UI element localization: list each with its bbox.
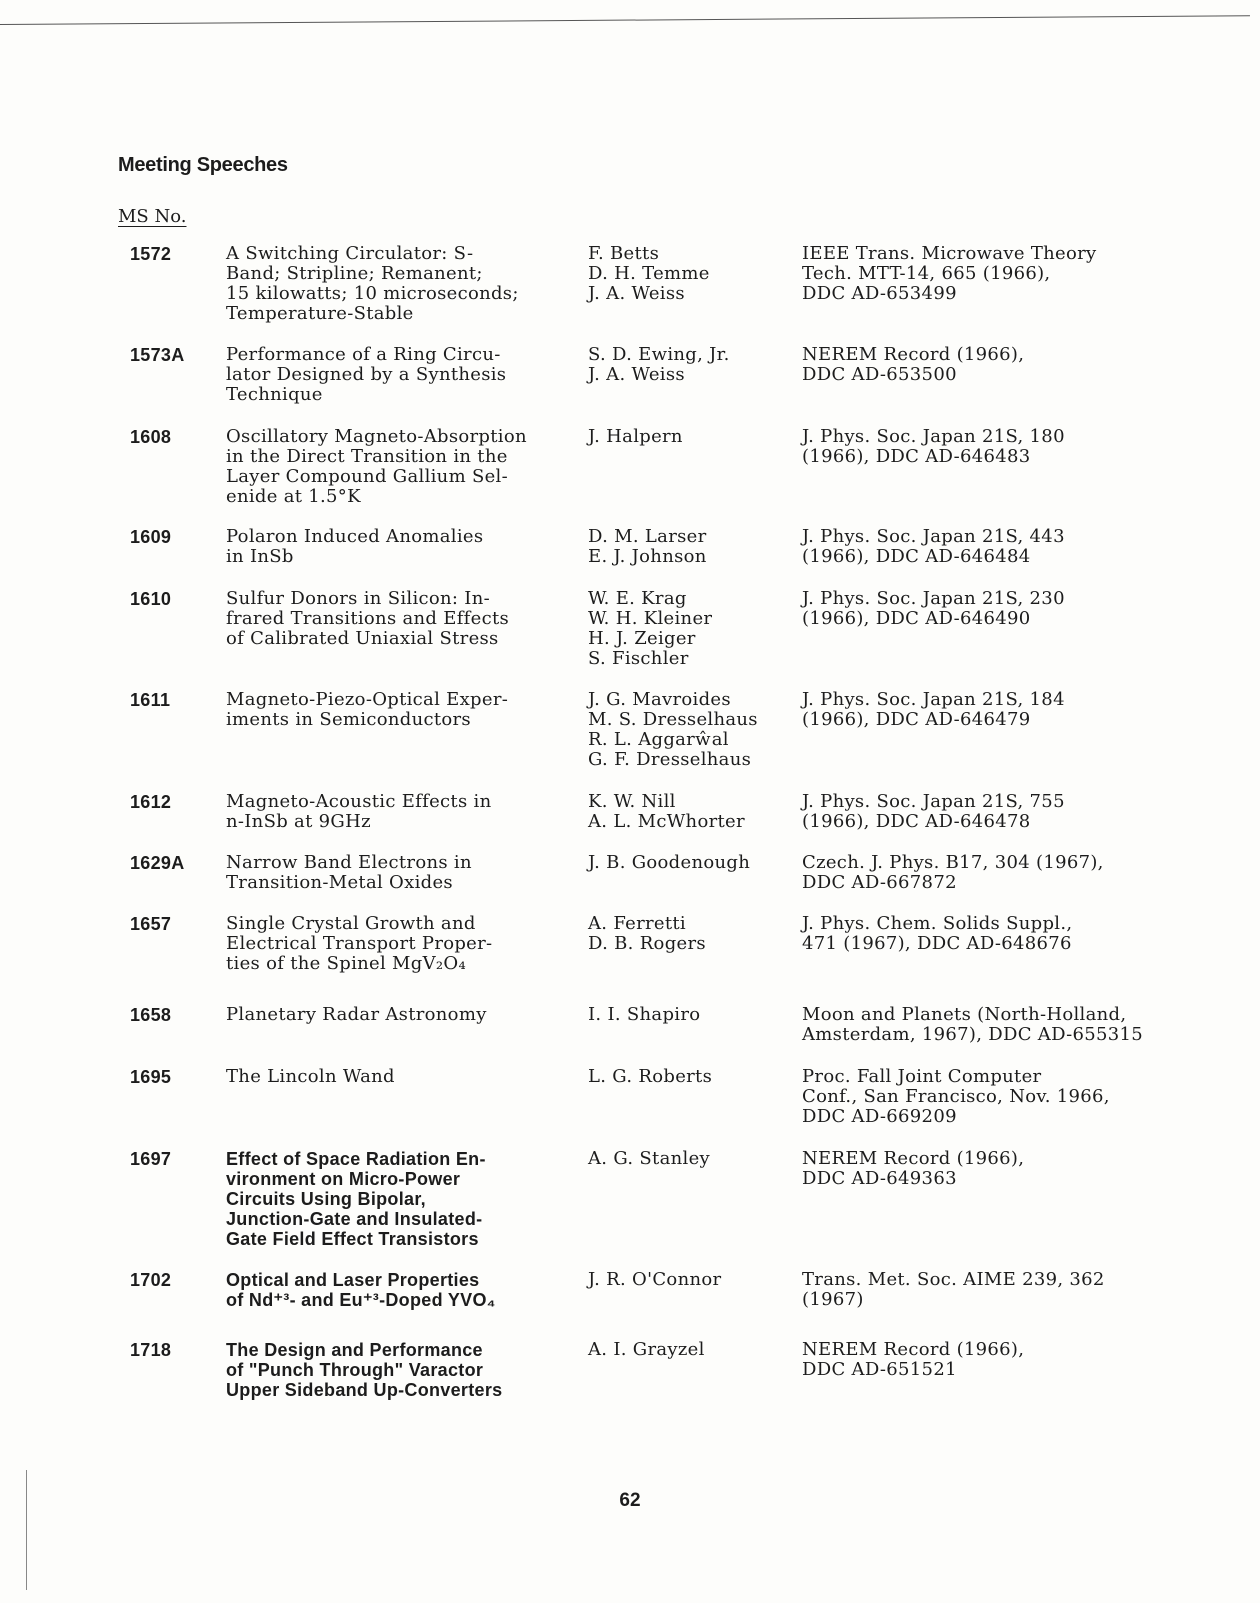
authors: J. R. O'Connor xyxy=(588,1269,722,1290)
speech-title: A Switching Circulator: S- Band; Stripline; Remanent; 15 kilowatts; 10 microseconds; Temperature-Stable xyxy=(226,243,519,324)
authors: L. G. Roberts xyxy=(588,1066,713,1087)
reference: J. Phys. Chem. Solids Suppl., 471 (1967), DDC AD-648676 xyxy=(802,913,1073,954)
speech-title: The Design and Performance of "Punch Through" Varactor Upper Sideband Up-Converters xyxy=(226,1340,503,1400)
ms-number: 1612 xyxy=(130,792,172,812)
authors: D. M. Larser E. J. Johnson xyxy=(588,526,707,567)
reference: NEREM Record (1966), DDC AD-653500 xyxy=(802,344,1025,385)
ms-number: 1572 xyxy=(130,244,172,264)
ms-number: 1573A xyxy=(130,345,185,365)
section-title: Meeting Speeches xyxy=(118,154,288,176)
speech-title: Polaron Induced Anomalies in InSb xyxy=(226,526,484,567)
reference: Czech. J. Phys. B17, 304 (1967), DDC AD-667872 xyxy=(802,852,1104,893)
speech-title: Narrow Band Electrons in Transition-Metal Oxides xyxy=(226,852,472,893)
ms-number: 1702 xyxy=(130,1270,172,1290)
reference: NEREM Record (1966), DDC AD-649363 xyxy=(802,1148,1025,1189)
speech-title: Single Crystal Growth and Electrical Transport Proper- ties of the Spinel MgV₂O₄ xyxy=(226,913,493,974)
authors: A. G. Stanley xyxy=(588,1148,710,1169)
speech-title: Optical and Laser Properties of Nd⁺³- and Eu⁺³-Doped YVO₄ xyxy=(226,1270,496,1310)
reference: IEEE Trans. Microwave Theory Tech. MTT-14, 665 (1966), DDC AD-653499 xyxy=(802,243,1097,304)
ms-number: 1658 xyxy=(130,1005,172,1025)
authors: F. Betts D. H. Temme J. A. Weiss xyxy=(588,243,710,304)
ms-number: 1629A xyxy=(130,853,185,873)
speech-title: Oscillatory Magneto-Absorption in the Direct Transition in the Layer Compound Gallium Sel- enide at 1.5°K xyxy=(226,426,527,507)
speech-title: Magneto-Acoustic Effects in n-InSb at 9GHz xyxy=(226,791,492,832)
authors: J. Halpern xyxy=(588,426,683,447)
authors: J. B. Goodenough xyxy=(588,852,751,873)
speech-title: Magneto-Piezo-Optical Exper- iments in Semiconductors xyxy=(226,689,509,730)
ms-number: 1608 xyxy=(130,427,172,447)
ms-number: 1611 xyxy=(130,690,171,710)
authors: J. G. Mavroides M. S. Dresselhaus R. L. Aggarŵal G. F. Dresselhaus xyxy=(588,689,758,770)
reference: J. Phys. Soc. Japan 21S, 180 (1966), DDC AD-646483 xyxy=(802,426,1065,467)
authors: S. D. Ewing, Jr. J. A. Weiss xyxy=(588,344,730,385)
authors: I. I. Shapiro xyxy=(588,1004,701,1025)
reference: J. Phys. Soc. Japan 21S, 230 (1966), DDC AD-646490 xyxy=(802,588,1065,629)
page-number: 62 xyxy=(619,1490,641,1511)
top-rule xyxy=(0,15,1250,25)
reference: J. Phys. Soc. Japan 21S, 755 (1966), DDC AD-646478 xyxy=(802,791,1065,832)
ms-number: 1610 xyxy=(130,589,172,609)
reference: Moon and Planets (North-Holland, Amsterdam, 1967), DDC AD-655315 xyxy=(802,1004,1144,1045)
ms-number: 1609 xyxy=(130,527,172,547)
authors: A. Ferretti D. B. Rogers xyxy=(588,913,706,954)
speech-title: The Lincoln Wand xyxy=(226,1066,395,1087)
ms-number: 1695 xyxy=(130,1067,172,1087)
left-margin-rule xyxy=(26,1470,27,1590)
authors: A. I. Grayzel xyxy=(588,1339,705,1360)
column-header-ms-no: MS No. xyxy=(118,206,187,227)
reference: Trans. Met. Soc. AIME 239, 362 (1967) xyxy=(802,1269,1105,1310)
ms-number: 1657 xyxy=(130,914,172,934)
reference: J. Phys. Soc. Japan 21S, 443 (1966), DDC AD-646484 xyxy=(802,526,1065,567)
authors: W. E. Krag W. H. Kleiner H. J. Zeiger S. Fischler xyxy=(588,588,713,669)
reference: NEREM Record (1966), DDC AD-651521 xyxy=(802,1339,1025,1380)
speech-title: Planetary Radar Astronomy xyxy=(226,1004,487,1025)
speech-title: Performance of a Ring Circu- lator Designed by a Synthesis Technique xyxy=(226,344,507,405)
reference: J. Phys. Soc. Japan 21S, 184 (1966), DDC AD-646479 xyxy=(802,689,1065,730)
ms-number: 1718 xyxy=(130,1340,172,1360)
speech-title: Sulfur Donors in Silicon: In- frared Transitions and Effects of Calibrated Uniaxial Stress xyxy=(226,588,510,649)
reference: Proc. Fall Joint Computer Conf., San Francisco, Nov. 1966, DDC AD-669209 xyxy=(802,1066,1110,1127)
speech-title: Effect of Space Radiation En- vironment on Micro-Power Circuits Using Bipolar, Junction-Gate and Insulated- Gate Field Effect Transistors xyxy=(226,1149,486,1249)
authors: K. W. Nill A. L. McWhorter xyxy=(588,791,745,832)
ms-number: 1697 xyxy=(130,1149,172,1169)
